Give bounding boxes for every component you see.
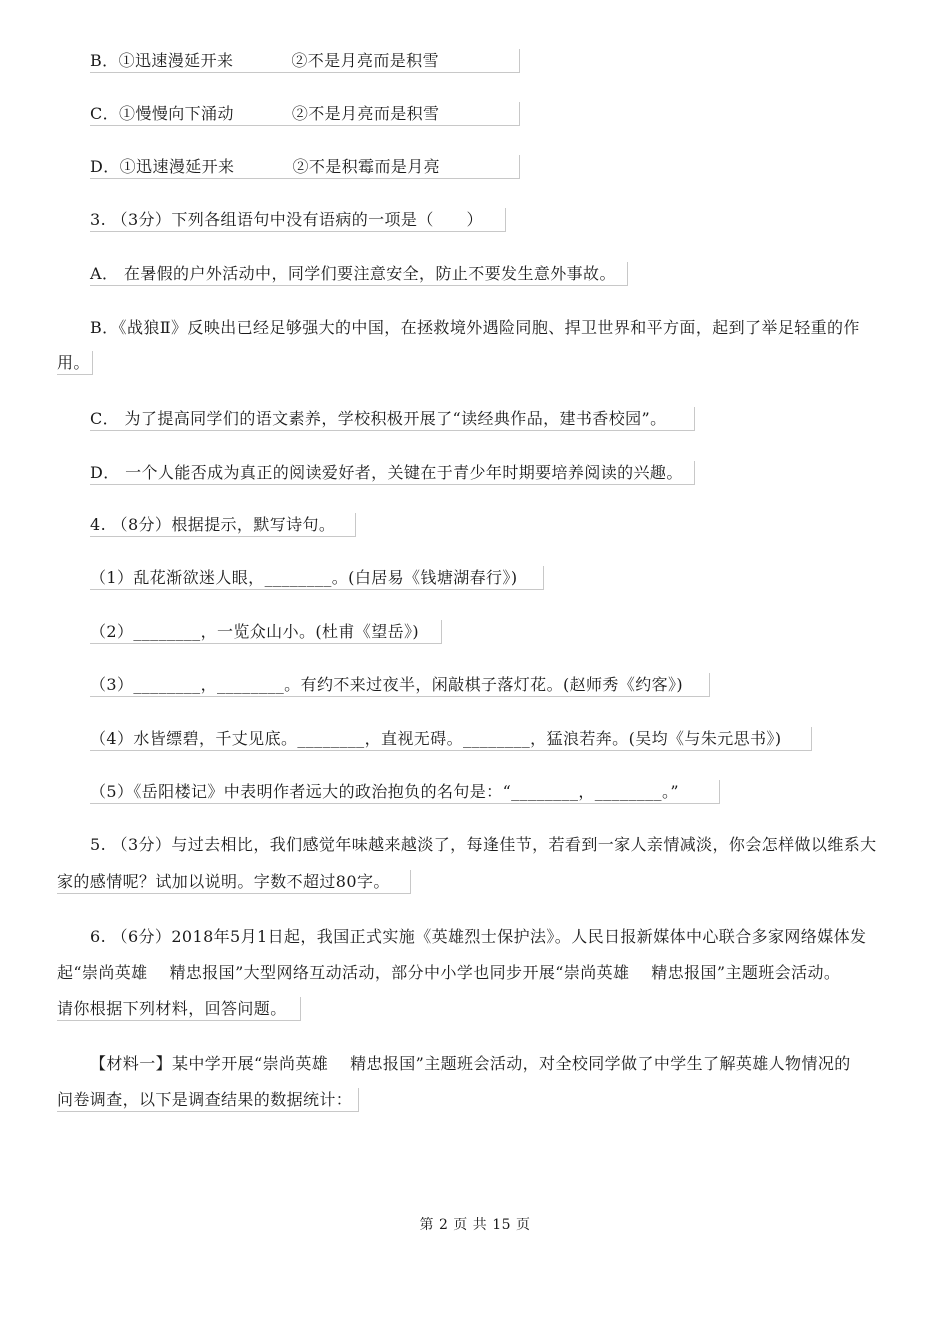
q2-option-b[interactable] xyxy=(90,50,439,72)
q6-line3: 请你根据下列材料，回答问题。 xyxy=(57,999,287,1018)
option-letter: C． xyxy=(90,104,120,123)
q4-item-4[interactable]: （4）水皆缥碧，千丈见底。________，直视无碍。________，猛浪若奔。(吴均《与朱元思书》) xyxy=(90,729,782,748)
q4-item-2[interactable]: （2）________，一览众山小。(杜甫《望岳》) xyxy=(90,622,420,641)
q4-stem: 4. （8分）根据提示，默写诗句。 xyxy=(90,515,336,534)
q3-option-a[interactable]: A． 在暑假的户外活动中，同学们要注意安全，防止不要发生意外事故。 xyxy=(90,264,616,283)
option-part2: ②不是积霉而是月亮 xyxy=(292,157,441,176)
material1-line1: 【材料一】某中学开展“崇尚英雄 精忠报国”主题班会活动，对全校同学做了中学生了解英雄人物情况的 xyxy=(90,1054,851,1073)
option-part1: ①迅速漫延开来 xyxy=(118,51,234,70)
q5-line2: 家的感情呢？试加以说明。字数不超过80字。 xyxy=(57,872,390,891)
q2-option-d[interactable] xyxy=(90,156,440,178)
q4-item-1[interactable]: （1）乱花渐欲迷人眼，________。(白居易《钱塘湖春行》) xyxy=(90,568,518,587)
q3-option-d[interactable]: D． 一个人能否成为真正的阅读爱好者，关键在于青少年时期要培养阅读的兴趣。 xyxy=(90,463,683,482)
option-letter: D． xyxy=(90,157,120,176)
q3-option-b-line2[interactable]: 用。 xyxy=(57,353,90,372)
q3-stem: 3. （3分）下列各组语句中没有语病的一项是（ ） xyxy=(90,210,483,229)
option-part2: ②不是月亮而是积雪 xyxy=(291,104,440,123)
q3-option-b-line1[interactable]: B．《战狼Ⅱ》反映出已经足够强大的中国，在拯救境外遇险同胞、捍卫世界和平方面，起到了举足轻重的作 xyxy=(90,318,860,337)
q3-option-c[interactable]: C． 为了提高同学们的语文素养，学校积极开展了“读经典作品，建书香校园”。 xyxy=(90,409,667,428)
page-number-footer: 第 2 页 共 15 页 xyxy=(419,1217,531,1233)
q4-item-5[interactable]: （5）《岳阳楼记》中表明作者远大的政治抱负的名句是：“________，________。” xyxy=(90,782,679,801)
option-part2: ②不是月亮而是积雪 xyxy=(291,51,439,70)
q4-item-3[interactable]: （3）________，________。有约不来过夜半，闲敲棋子落灯花。(赵师秀《约客》) xyxy=(90,675,684,694)
q2-option-c[interactable] xyxy=(90,103,439,125)
q6-line1: 6. （6分）2018年5月1日起，我国正式实施《英雄烈士保护法》。人民日报新媒体中心联合多家网络媒体发 xyxy=(90,927,867,946)
material1-line2: 问卷调查，以下是调查结果的数据统计： xyxy=(57,1090,353,1109)
option-letter: B． xyxy=(90,51,119,70)
option-part1: ①慢慢向下涌动 xyxy=(119,104,234,123)
q6-line2: 起“崇尚英雄 精忠报国”大型网络互动活动，部分中小学也同步开展“崇尚英雄 精忠报国”主题班会活动。 xyxy=(57,963,841,982)
q5-line1: 5. （3分）与过去相比，我们感觉年味越来越淡了，每逢佳节，若看到一家人亲情减淡，你会怎样做以维系大 xyxy=(90,835,877,854)
option-part1: ①迅速漫延开来 xyxy=(119,157,235,176)
